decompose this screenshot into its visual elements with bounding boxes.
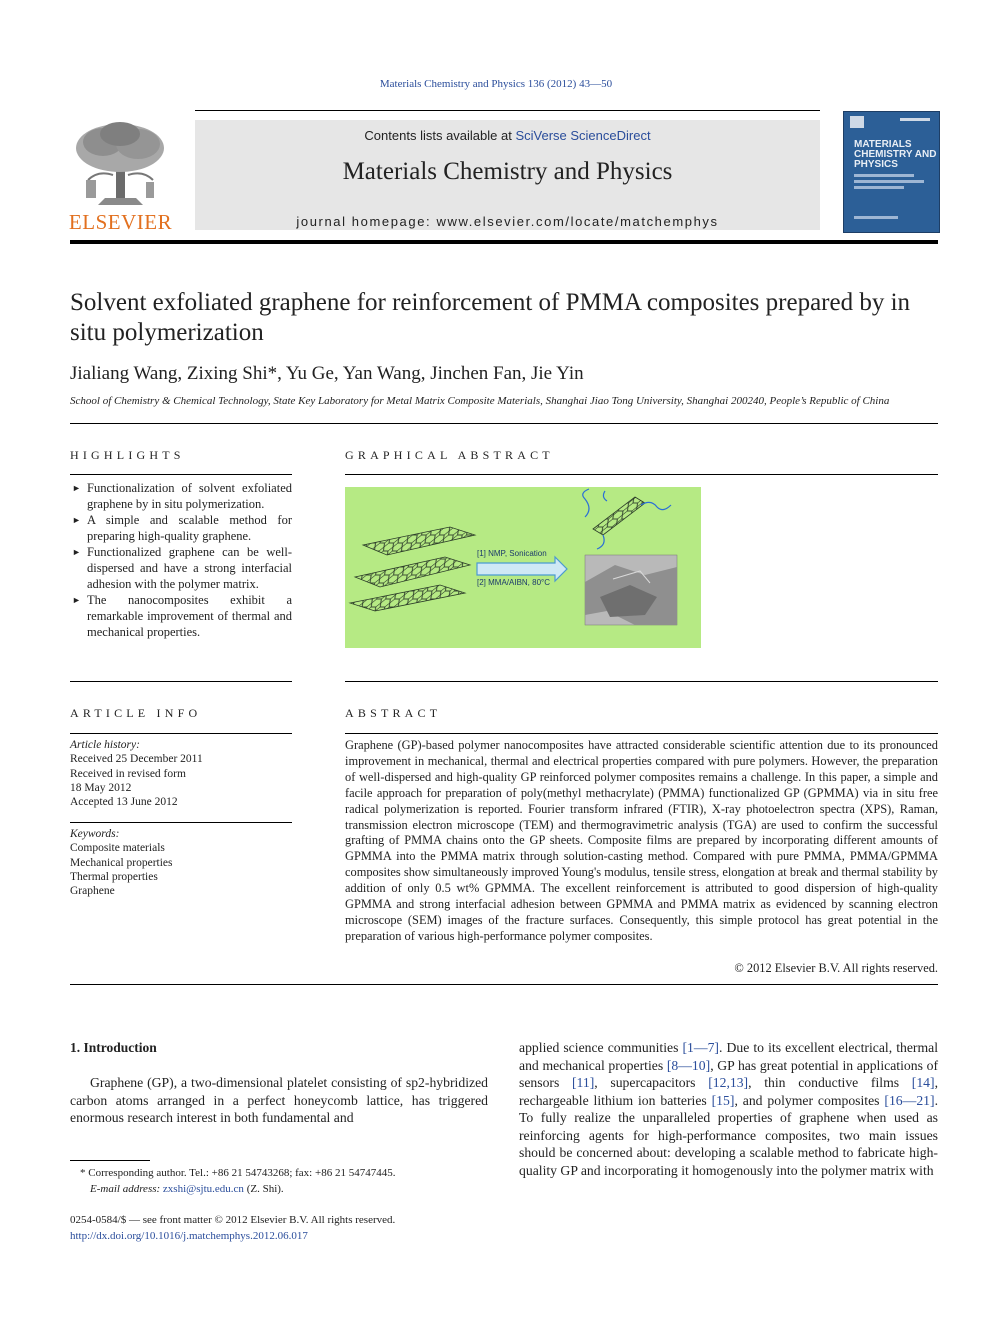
introduction-text-right <box>519 1039 938 1179</box>
article-title: Solvent exfoliated graphene for reinforcement of PMMA composites prepared by in situ polymerization <box>70 289 911 346</box>
highlights-heading: HIGHLIGHTS <box>70 448 185 462</box>
article-history <box>70 738 292 809</box>
header-divider <box>70 240 938 244</box>
introduction-text-left <box>70 1074 488 1127</box>
footnote-divider <box>70 1160 150 1161</box>
contents-line <box>195 128 820 143</box>
journal-name: Materials Chemistry and Physics <box>342 158 673 185</box>
cover-text-line <box>854 174 914 177</box>
corresponding-author-footnote <box>70 1165 488 1197</box>
divider <box>70 423 938 424</box>
reference-link[interactable]: [16—21] <box>884 1092 935 1108</box>
intro-text: . Due to its excellent electrical, thermal and mechanical properties <box>519 1040 938 1073</box>
reference-link[interactable]: [11] <box>571 1075 595 1090</box>
intro-text: , thin conductive films <box>748 1075 912 1090</box>
reference-link[interactable]: [12,13] <box>708 1075 749 1090</box>
highlight-item: ► A simple and scalable method for preparing high-quality graphene. <box>70 512 292 544</box>
introduction-heading: 1. Introduction <box>70 1040 157 1055</box>
highlight-item: ► Functionalization of solvent exfoliated graphene by in situ polymerization. <box>70 480 292 512</box>
divider <box>70 681 292 682</box>
intro-text: , and polymer composites <box>734 1092 885 1108</box>
divider <box>195 110 820 111</box>
keyword: Thermal properties <box>70 870 158 883</box>
email-label: E-mail address: <box>90 1183 163 1195</box>
intro-text: . To fully realize the unparalleled properties of graphene when used as reinforcing agents for high-performance composites, two main issues should be concerned about: developing a scalable method to fabricate high-quality GP and incorporating it homogenously into the polymer matrix with <box>519 1092 938 1178</box>
highlight-item: ► The nanocomposites exhibit a remarkable improvement of thermal and mechanical properties. <box>70 592 292 640</box>
corresponding-author: * Corresponding author. Tel.: +86 21 54743268; fax: +86 21 54747445. <box>80 1167 396 1179</box>
publisher-wordmark: ELSEVIER <box>68 210 173 234</box>
cover-mark <box>900 118 930 121</box>
graphical-abstract-heading: GRAPHICAL ABSTRACT <box>345 448 554 462</box>
contents-prefix: Contents lists available at <box>364 128 516 143</box>
abstract-heading: ABSTRACT <box>345 706 442 720</box>
divider <box>70 984 938 985</box>
history-entry: Received in revised form <box>70 767 186 780</box>
journal-masthead <box>195 120 820 230</box>
doi-link[interactable]: http://dx.doi.org/10.1016/j.matchemphys.2012.06.017 <box>70 1230 308 1242</box>
cover-title: MATERIALS CHEMISTRY AND PHYSICS <box>854 139 937 170</box>
intro-text: , supercapacitors <box>594 1075 709 1090</box>
cover-text-line <box>854 216 898 219</box>
keyword: Mechanical properties <box>70 856 173 869</box>
cover-logo-icon <box>850 116 864 128</box>
keywords <box>70 827 292 898</box>
reference-link[interactable]: [14] <box>911 1075 935 1090</box>
divider <box>345 474 938 475</box>
issn-block <box>70 1212 488 1244</box>
journal-citation[interactable]: Materials Chemistry and Physics 136 (2012) 43—50 <box>379 78 613 90</box>
intro-paragraph: Graphene (GP), a two-dimensional platelet consisting of sp2-hybridized carbon atoms arranged in a perfect honeycomb lattice, has triggered enormous research interest in both fundamental and <box>70 1075 488 1125</box>
divider <box>345 733 938 734</box>
email-link[interactable]: zxshi@sjtu.edu.cn <box>162 1183 244 1195</box>
process-step-1: [1] NMP, Sonication <box>477 549 547 558</box>
issn-line: 0254-0584/$ — see front matter © 2012 Elsevier B.V. All rights reserved. <box>70 1214 396 1226</box>
abstract-copyright: © 2012 Elsevier B.V. All rights reserved. <box>734 961 938 975</box>
intro-text: , rechargeable lithium ion batteries <box>519 1075 938 1108</box>
tem-image <box>585 555 677 625</box>
abstract-text: Graphene (GP)-based polymer nanocomposites have attracted considerable scientific attention due to its pronounced improvement in mechanical, thermal and electrical properties compared with pure polymers. However, the preparation of well-dispersed and high-quality GP reinforced polymer composites remains a challenge. In this paper, a simple and facile approach for preparation of poly(methyl methacrylate) (PMMA) functionalized GP (GPMMA) via in situ free radical polymerization is reported. Fourier transform infrared (FTIR), X-ray photoelectron spectra (XPS), Raman, transmission electron microscope (TEM) and thermogravimetric analysis (TGA) are used to confirm the successful grafting of PMMA chains onto the GP sheets. Composite films are prepared by incorporating different amounts of GPMMA into the PMMA matrix through solution-casting method. Compared with pure PMMA, PMMA/GPMMA composites show simultaneously improved Young's modulus, tensile stress, elongation at break and thermal stability by addition of only 0.5 wt% GPMMA. The excellent reinforcement is attributed to good dispersion of high-quality GPMMA and strong interfacial adhesion between GPMMA and PMMA matrix as evidenced by scanning electron microscope (SEM) images of the fracture surfaces. Consequently, this simple protocol has great potential in the preparation of various high-performance polymer composites. <box>345 738 938 943</box>
history-entry: 18 May 2012 <box>70 781 132 794</box>
highlights-list <box>70 480 292 640</box>
reference-link[interactable]: [15] <box>711 1092 735 1108</box>
cover-text-line <box>854 180 924 183</box>
email-suffix: (Z. Shi). <box>243 1183 284 1195</box>
keyword: Composite materials <box>70 842 165 855</box>
intro-text: , GP has great potential in applications of sensors <box>519 1057 939 1090</box>
divider <box>345 681 938 682</box>
elsevier-logo[interactable] <box>68 120 173 232</box>
history-entry: Received 25 December 2011 <box>70 753 203 766</box>
history-label: Article history: <box>70 739 140 751</box>
tree-icon <box>68 120 173 210</box>
process-step-2: [2] MMA/AIBN, 80°C <box>477 578 550 587</box>
graphical-abstract-figure[interactable] <box>345 487 701 648</box>
article-info-heading: ARTICLE INFO <box>70 706 202 720</box>
divider <box>70 733 292 734</box>
reference-link[interactable]: [8—10] <box>666 1057 711 1073</box>
sciencedirect-link[interactable]: SciVerse ScienceDirect <box>515 128 651 143</box>
journal-homepage[interactable]: journal homepage: www.elsevier.com/locate/matchemphys <box>296 214 719 229</box>
cover-text-line <box>854 186 904 189</box>
intro-text: applied science communities <box>519 1040 683 1055</box>
keyword: Graphene <box>70 885 115 898</box>
author-list: Jialiang Wang, Zixing Shi*, Yu Ge, Yan Wang, Jinchen Fan, Jie Yin <box>70 363 584 384</box>
divider <box>70 474 292 475</box>
keywords-label: Keywords: <box>70 828 120 840</box>
reference-link[interactable]: [1—7] <box>682 1040 719 1055</box>
graphene-sheet-icon <box>350 527 475 611</box>
functionalized-graphene-icon <box>583 489 671 549</box>
history-entry: Accepted 13 June 2012 <box>70 796 178 809</box>
divider <box>70 822 292 823</box>
affiliation: School of Chemistry & Chemical Technology, State Key Laboratory for Metal Matrix Composite Materials, Shanghai Jiao Tong University, Shanghai 200240, People’s Republic of China <box>70 395 890 407</box>
journal-cover[interactable] <box>843 111 940 233</box>
highlight-item: ► Functionalized graphene can be well-dispersed and have a strong interfacial adhesion with the polymer matrix. <box>70 544 292 592</box>
